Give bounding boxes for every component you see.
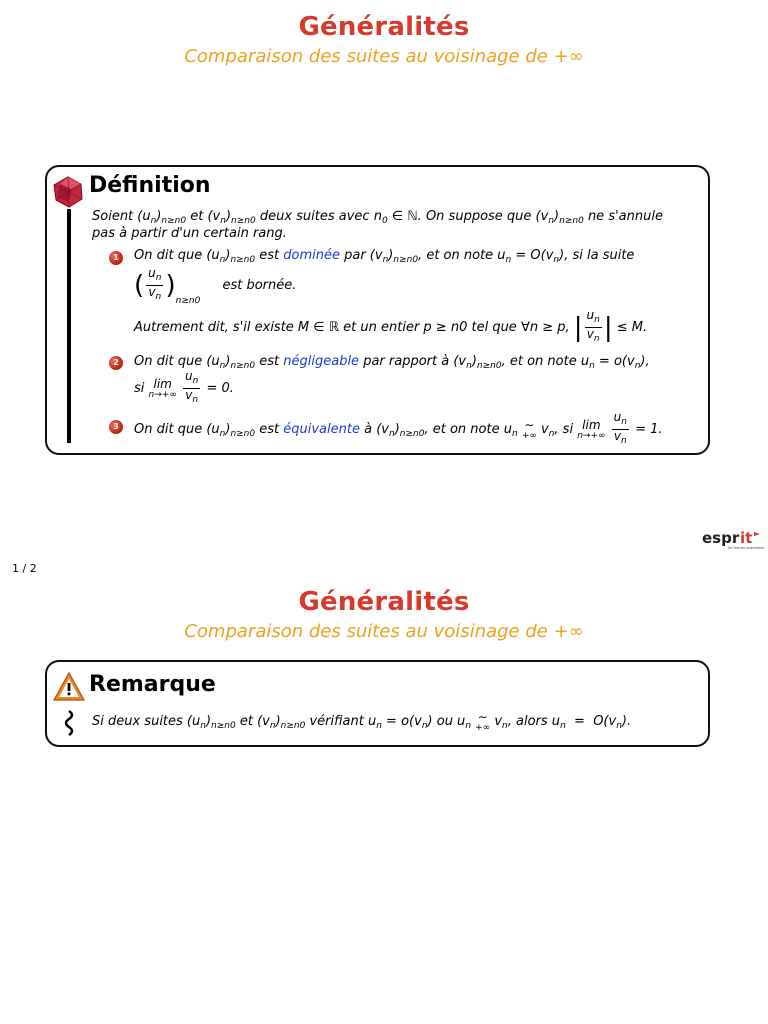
polyhedron-icon bbox=[51, 175, 85, 209]
warning-icon bbox=[52, 671, 86, 703]
definition-heading: Définition bbox=[89, 173, 211, 198]
svg-text:espr: espr bbox=[702, 529, 740, 547]
item3-keyword: équivalente bbox=[283, 422, 360, 437]
slide1-subtitle: Comparaison des suites au voisinage de +∞ bbox=[184, 46, 584, 67]
definition-intro-line1: Soient $(u_n)_{n\ge n0}$ et $(v_n)_{n\ge n0}$ deux suites avec $n_0$ ∈ ℕ. On suppose que $(v_n)_{n\ge n0}$ ne s'annule bbox=[92, 209, 663, 226]
item1-keyword: dominée bbox=[283, 248, 340, 263]
item2-line1: On dit que $(u_n)_{n\ge n0}$ est négligeable par rapport à $(v_n)_{n\ge n0}$, et on note $u_n = o(v_n)$, bbox=[134, 354, 650, 371]
svg-text:it: it bbox=[740, 529, 753, 547]
item2-number: 2 bbox=[109, 356, 123, 370]
svg-text:Se former autrement: Se former autrement bbox=[728, 546, 764, 550]
item1-line3: Autrement dit, s'il existe M ∈ ℝ et un entier p ≥ n0 tel que ∀n ≥ p, | $\frac{u_n}{v_n}$ | ≤ M. bbox=[134, 308, 648, 344]
esprit-logo bbox=[702, 529, 764, 555]
slide2-subtitle: Comparaison des suites au voisinage de +∞ bbox=[184, 621, 584, 642]
item2-keyword: négligeable bbox=[283, 354, 360, 369]
item1-number: 1 bbox=[109, 251, 123, 265]
page-number: 1 / 2 bbox=[12, 562, 37, 575]
definition-box bbox=[45, 165, 710, 455]
item2-line2: si lim n→+∞ $\frac{u_n}{v_n}$ = 0. bbox=[134, 369, 234, 405]
slide2-title: Généralités bbox=[298, 587, 470, 617]
item3-line1: On dit que $(u_n)_{n\ge n0}$ est équivalente à $(v_n)_{n\ge n0}$, et on note $u_n$ ∼ +∞ $v_n$, si lim n→+∞ $\frac{u_n}{v_n}$ = 1. bbox=[134, 410, 663, 446]
remark-text: Si deux suites $(u_n)_{n\ge n0}$ et $(v_n)_{n\ge n0}$ vérifiant $u_n = o(v_n)$ ou $u_n$ ∼ +∞ $v_n$, alors $u_n = O(v_n)$. bbox=[92, 710, 632, 733]
item1-line1: On dit que $(u_n)_{n\ge n0}$ est dominée par $(v_n)_{n\ge n0}$, et on note $u_n = O(v_n)$, si la suite bbox=[134, 248, 635, 265]
esprit-logo-image bbox=[702, 529, 764, 551]
definition-bar bbox=[67, 209, 71, 443]
squiggle-icon bbox=[62, 709, 76, 737]
definition-intro-line2: pas à partir d'un certain rang. bbox=[92, 226, 287, 241]
item1-line2: ( $\frac{u_n}{v_n}$ )$_{n\ge n0}$ est bornée. bbox=[134, 266, 297, 306]
remark-box bbox=[45, 660, 710, 747]
remark-heading: Remarque bbox=[89, 672, 216, 697]
slide1-title: Généralités bbox=[298, 12, 470, 42]
item3-number: 3 bbox=[109, 420, 123, 434]
